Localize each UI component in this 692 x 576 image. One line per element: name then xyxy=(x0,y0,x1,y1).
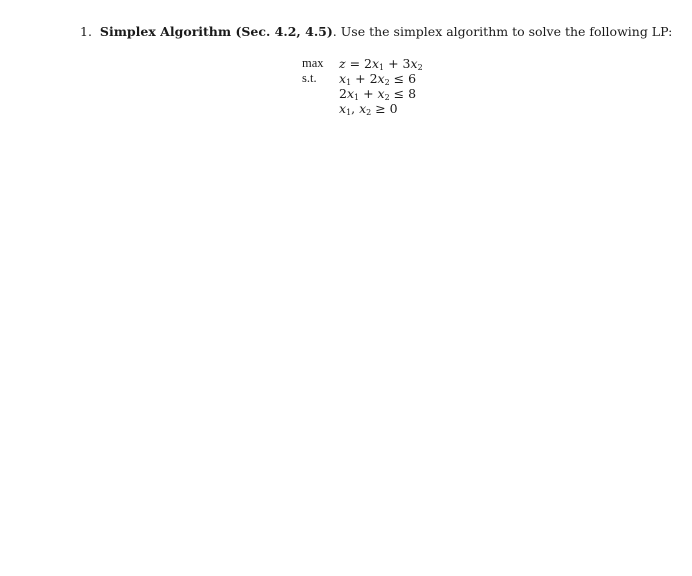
objective-expression: $z = 2x_1 + 3x_2$ xyxy=(339,56,423,72)
subject-to-keyword: s.t. xyxy=(302,71,317,85)
title-period: . xyxy=(332,24,337,39)
lp-constraint-row xyxy=(302,101,423,116)
lp-table xyxy=(302,56,423,116)
linear-program xyxy=(302,56,423,116)
lp-constraint-row xyxy=(302,71,423,86)
nonnegativity-constraint: $x_1$, $x_2 \ge 0$ xyxy=(339,101,398,117)
problem-statement xyxy=(80,24,673,40)
problem-instruction: Use the simplex algorithm to solve the following LP: xyxy=(340,24,673,39)
problem-number: 1. xyxy=(80,24,92,39)
max-keyword: max xyxy=(302,56,324,70)
lp-objective-row xyxy=(302,56,423,71)
lp-constraint-row xyxy=(302,86,423,101)
problem-title: Simplex Algorithm (Sec. 4.2, 4.5) xyxy=(99,24,333,39)
constraint-2: $2x_1 + x_2 \le 8$ xyxy=(339,86,417,102)
constraint-1: $x_1 + 2x_2 \le 6$ xyxy=(339,71,417,87)
